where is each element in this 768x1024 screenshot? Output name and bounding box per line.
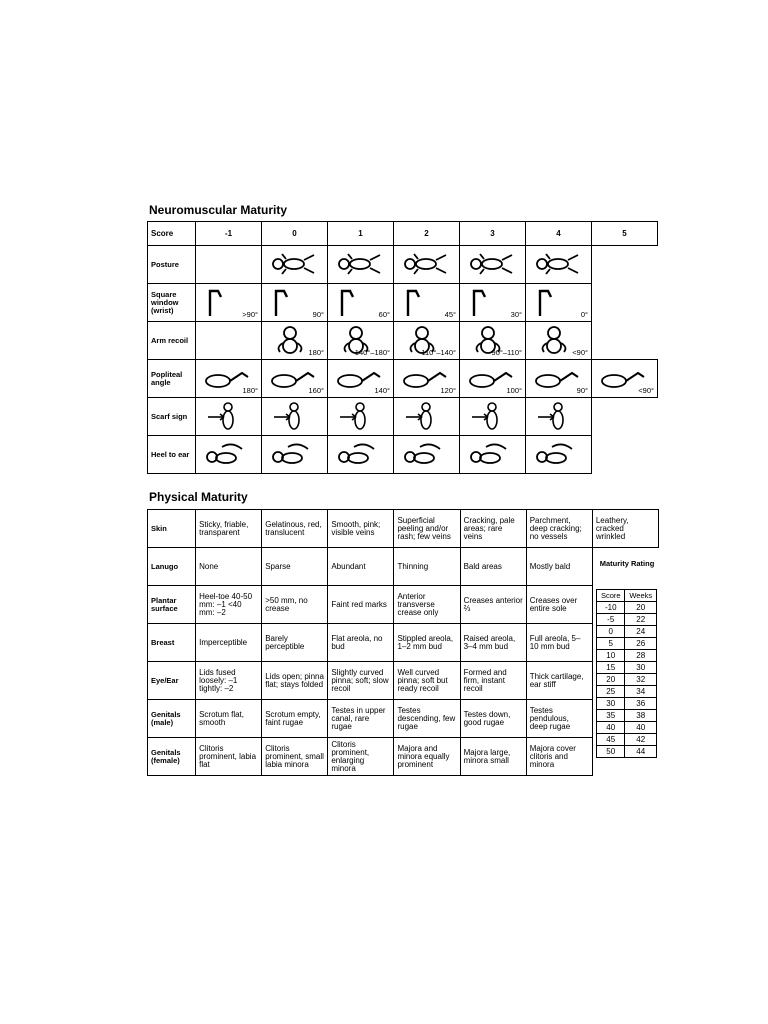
neuromuscular-row — [148, 284, 658, 322]
maturity-header-cell: Score — [597, 590, 625, 602]
figure-cell — [460, 322, 526, 360]
criterion-cell: Testes pendulous, deep rugae — [526, 700, 592, 738]
figure-cell — [592, 360, 658, 398]
neuromuscular-row — [148, 398, 658, 436]
wrist-icon — [532, 287, 584, 317]
maturity-cell: 5 — [597, 638, 625, 650]
criterion-cell: Thinning — [394, 548, 460, 586]
criterion-cell: Sticky, friable, transparent — [196, 510, 262, 548]
maturity-cell: 0 — [597, 626, 625, 638]
maturity-rating-row — [597, 626, 657, 638]
angle-label: <90° — [572, 348, 588, 357]
row-label: Eye/Ear — [148, 662, 196, 700]
heel-ear-icon — [202, 439, 254, 469]
criterion-cell: Stippled areola, 1–2 mm bud — [394, 624, 460, 662]
score-header-cell: 3 — [460, 222, 526, 246]
physical-row — [148, 738, 659, 776]
maturity-cell: 36 — [625, 698, 657, 710]
figure-cell — [196, 360, 262, 398]
maturity-cell: 15 — [597, 662, 625, 674]
criterion-cell: Leathery, cracked wrinkled — [592, 510, 658, 548]
physical-row — [148, 624, 659, 662]
row-label: Square window (wrist) — [148, 284, 196, 322]
angle-label: <90° — [638, 386, 654, 395]
maturity-cell: 30 — [597, 698, 625, 710]
criterion-cell: Majora cover clitoris and minora — [526, 738, 592, 776]
figure-cell — [394, 436, 460, 474]
physical-table — [147, 509, 659, 776]
row-label: Posture — [148, 246, 196, 284]
maturity-cell: 26 — [625, 638, 657, 650]
physical-title: Physical Maturity — [149, 490, 248, 504]
figure-cell — [394, 398, 460, 436]
maturity-cell: 25 — [597, 686, 625, 698]
row-label: Breast — [148, 624, 196, 662]
score-header-cell: 2 — [394, 222, 460, 246]
figure-cell — [592, 436, 658, 474]
physical-row — [148, 548, 659, 586]
criterion-cell: Clitoris prominent, enlarging minora — [328, 738, 394, 776]
criterion-cell: Testes descending, few rugae — [394, 700, 460, 738]
criterion-cell: Lids open; pinna flat; stays folded — [262, 662, 328, 700]
criterion-cell: Testes in upper canal, rare rugae — [328, 700, 394, 738]
maturity-cell: 30 — [625, 662, 657, 674]
figure-cell — [526, 284, 592, 322]
neuromuscular-row — [148, 246, 658, 284]
criterion-cell: Parchment, deep cracking; no vessels — [526, 510, 592, 548]
maturity-cell: 44 — [625, 746, 657, 758]
criterion-cell: >50 mm, no crease — [262, 586, 328, 624]
physical-row — [148, 586, 659, 624]
row-label: Heel to ear — [148, 436, 196, 474]
figure-cell — [526, 322, 592, 360]
criterion-cell: Testes down, good rugae — [460, 700, 526, 738]
figure-cell — [394, 284, 460, 322]
figure-cell — [196, 246, 262, 284]
criterion-cell: Full areola, 5–10 mm bud — [526, 624, 592, 662]
angle-label: 140° — [374, 386, 390, 395]
maturity-rating-row — [597, 746, 657, 758]
figure-cell — [526, 360, 592, 398]
criterion-cell: Heel-toe 40-50 mm: –1 <40 mm: –2 — [196, 586, 262, 624]
angle-label: >90° — [242, 310, 258, 319]
figure-cell — [328, 322, 394, 360]
figure-cell — [262, 436, 328, 474]
criterion-cell: Superficial peeling and/or rash; few veins — [394, 510, 460, 548]
criterion-cell: Formed and firm, instant recoil — [460, 662, 526, 700]
criterion-cell: Cracking, pale areas; rare veins — [460, 510, 526, 548]
criterion-cell: Barely perceptible — [262, 624, 328, 662]
posture-icon — [400, 249, 452, 279]
physical-row — [148, 662, 659, 700]
figure-cell — [460, 246, 526, 284]
figure-cell — [328, 398, 394, 436]
row-label: Scarf sign — [148, 398, 196, 436]
figure-cell — [196, 436, 262, 474]
figure-cell — [262, 322, 328, 360]
scarf-icon — [334, 401, 386, 431]
figure-cell — [196, 322, 262, 360]
maturity-cell: 20 — [597, 674, 625, 686]
posture-icon — [466, 249, 518, 279]
row-label: Popliteal angle — [148, 360, 196, 398]
criterion-cell: Thick cartilage, ear stiff — [526, 662, 592, 700]
score-header-cell: -1 — [196, 222, 262, 246]
criterion-cell: Abundant — [328, 548, 394, 586]
angle-label: 30° — [510, 310, 522, 319]
criterion-cell: Raised areola, 3–4 mm bud — [460, 624, 526, 662]
angle-label: 120° — [440, 386, 456, 395]
criterion-cell: Well curved pinna; soft but ready recoil — [394, 662, 460, 700]
figure-cell — [328, 436, 394, 474]
angle-label: 60° — [378, 310, 390, 319]
physical-row — [148, 510, 659, 548]
criterion-cell: Majora large, minora small — [460, 738, 526, 776]
criterion-cell: Majora and minora equally prominent — [394, 738, 460, 776]
angle-label: 90° — [576, 386, 588, 395]
scarf-icon — [532, 401, 584, 431]
maturity-cell: 50 — [597, 746, 625, 758]
neuromuscular-title: Neuromuscular Maturity — [149, 203, 288, 217]
row-label: Genitals (female) — [148, 738, 196, 776]
criterion-cell: Flat areola, no bud — [328, 624, 394, 662]
physical-row — [148, 700, 659, 738]
figure-cell — [460, 436, 526, 474]
figure-cell — [526, 246, 592, 284]
criterion-cell: Creases anterior ⅔ — [460, 586, 526, 624]
figure-cell — [394, 322, 460, 360]
heel-ear-icon — [532, 439, 584, 469]
row-label: Skin — [148, 510, 196, 548]
figure-cell — [592, 398, 658, 436]
maturity-rating-header — [597, 590, 657, 602]
criterion-cell: Lids fused loosely: –1 tightly: –2 — [196, 662, 262, 700]
maturity-rating-row — [597, 698, 657, 710]
figure-cell — [460, 284, 526, 322]
score-header-cell: 1 — [328, 222, 394, 246]
neuromuscular-row — [148, 322, 658, 360]
maturity-rating-row — [597, 662, 657, 674]
angle-label: 90°–110° — [491, 348, 522, 357]
score-row — [148, 222, 658, 246]
maturity-rating-row — [597, 734, 657, 746]
score-header-cell: 4 — [526, 222, 592, 246]
criterion-cell: Slightly curved pinna; soft; slow recoil — [328, 662, 394, 700]
score-label: Score — [148, 222, 196, 246]
angle-label: 140°–180° — [354, 348, 390, 357]
figure-cell — [460, 398, 526, 436]
angle-label: 180° — [242, 386, 258, 395]
maturity-rating-row — [597, 650, 657, 662]
angle-label: 180° — [308, 348, 324, 357]
maturity-cell: 40 — [625, 722, 657, 734]
figure-cell — [526, 398, 592, 436]
figure-cell — [328, 246, 394, 284]
maturity-cell: 22 — [625, 614, 657, 626]
maturity-cell: 35 — [597, 710, 625, 722]
criterion-cell: Mostly bald — [526, 548, 592, 586]
score-header-cell: 0 — [262, 222, 328, 246]
row-label: Arm recoil — [148, 322, 196, 360]
angle-label: 100° — [506, 386, 522, 395]
figure-cell — [328, 360, 394, 398]
criterion-cell: Anterior transverse crease only — [394, 586, 460, 624]
figure-cell — [262, 398, 328, 436]
heel-ear-icon — [466, 439, 518, 469]
maturity-rating-row — [597, 722, 657, 734]
figure-cell — [196, 398, 262, 436]
posture-icon — [268, 249, 320, 279]
maturity-rating-table — [596, 589, 657, 758]
criterion-cell: Imperceptible — [196, 624, 262, 662]
maturity-cell: 40 — [597, 722, 625, 734]
maturity-rating-row — [597, 638, 657, 650]
criterion-cell: Clitoris prominent, small labia minora — [262, 738, 328, 776]
criterion-cell: Sparse — [262, 548, 328, 586]
maturity-cell: 32 — [625, 674, 657, 686]
figure-cell — [394, 360, 460, 398]
maturity-cell: 28 — [625, 650, 657, 662]
figure-cell — [394, 246, 460, 284]
angle-label: 160° — [308, 386, 324, 395]
neuromuscular-row — [148, 360, 658, 398]
scarf-icon — [466, 401, 518, 431]
figure-cell — [262, 246, 328, 284]
scarf-icon — [400, 401, 452, 431]
neuromuscular-table — [147, 221, 658, 474]
criterion-cell: Creases over entire sole — [526, 586, 592, 624]
score-header-cell: 5 — [592, 222, 658, 246]
figure-cell — [262, 284, 328, 322]
maturity-cell: -10 — [597, 602, 625, 614]
maturity-rating-title: Maturity Rating — [599, 559, 655, 568]
angle-label: 0° — [580, 310, 588, 319]
scarf-icon — [268, 401, 320, 431]
maturity-header-cell: Weeks — [625, 590, 657, 602]
criterion-cell: None — [196, 548, 262, 586]
figure-cell — [592, 322, 658, 360]
figure-cell — [592, 284, 658, 322]
maturity-cell: 20 — [625, 602, 657, 614]
row-label: Lanugo — [148, 548, 196, 586]
posture-icon — [532, 249, 584, 279]
row-label: Plantar surface — [148, 586, 196, 624]
criterion-cell: Gelatinous, red, translucent — [262, 510, 328, 548]
criterion-cell: Smooth, pink; visible veins — [328, 510, 394, 548]
criterion-cell: Bald areas — [460, 548, 526, 586]
maturity-cell: 10 — [597, 650, 625, 662]
scarf-icon — [202, 401, 254, 431]
angle-label: 110°–140° — [421, 348, 456, 357]
heel-ear-icon — [400, 439, 452, 469]
figure-cell — [460, 360, 526, 398]
maturity-cell: 34 — [625, 686, 657, 698]
criterion-cell: Scrotum empty, faint rugae — [262, 700, 328, 738]
maturity-cell: 42 — [625, 734, 657, 746]
figure-cell — [592, 246, 658, 284]
maturity-rating-row — [597, 686, 657, 698]
figure-cell — [196, 284, 262, 322]
criterion-cell: Faint red marks — [328, 586, 394, 624]
maturity-cell: 45 — [597, 734, 625, 746]
maturity-rating-row — [597, 614, 657, 626]
maturity-cell: 38 — [625, 710, 657, 722]
heel-ear-icon — [268, 439, 320, 469]
maturity-rating-row — [597, 710, 657, 722]
criterion-cell: Scrotum flat, smooth — [196, 700, 262, 738]
maturity-cell: -5 — [597, 614, 625, 626]
neuromuscular-row — [148, 436, 658, 474]
posture-icon — [334, 249, 386, 279]
angle-label: 90° — [312, 310, 324, 319]
figure-cell — [262, 360, 328, 398]
heel-ear-icon — [334, 439, 386, 469]
maturity-rating-row — [597, 602, 657, 614]
row-label: Genitals (male) — [148, 700, 196, 738]
criterion-cell: Clitoris prominent, labia flat — [196, 738, 262, 776]
figure-cell — [328, 284, 394, 322]
maturity-rating-row — [597, 674, 657, 686]
figure-cell — [526, 436, 592, 474]
maturity-cell: 24 — [625, 626, 657, 638]
angle-label: 45° — [444, 310, 456, 319]
